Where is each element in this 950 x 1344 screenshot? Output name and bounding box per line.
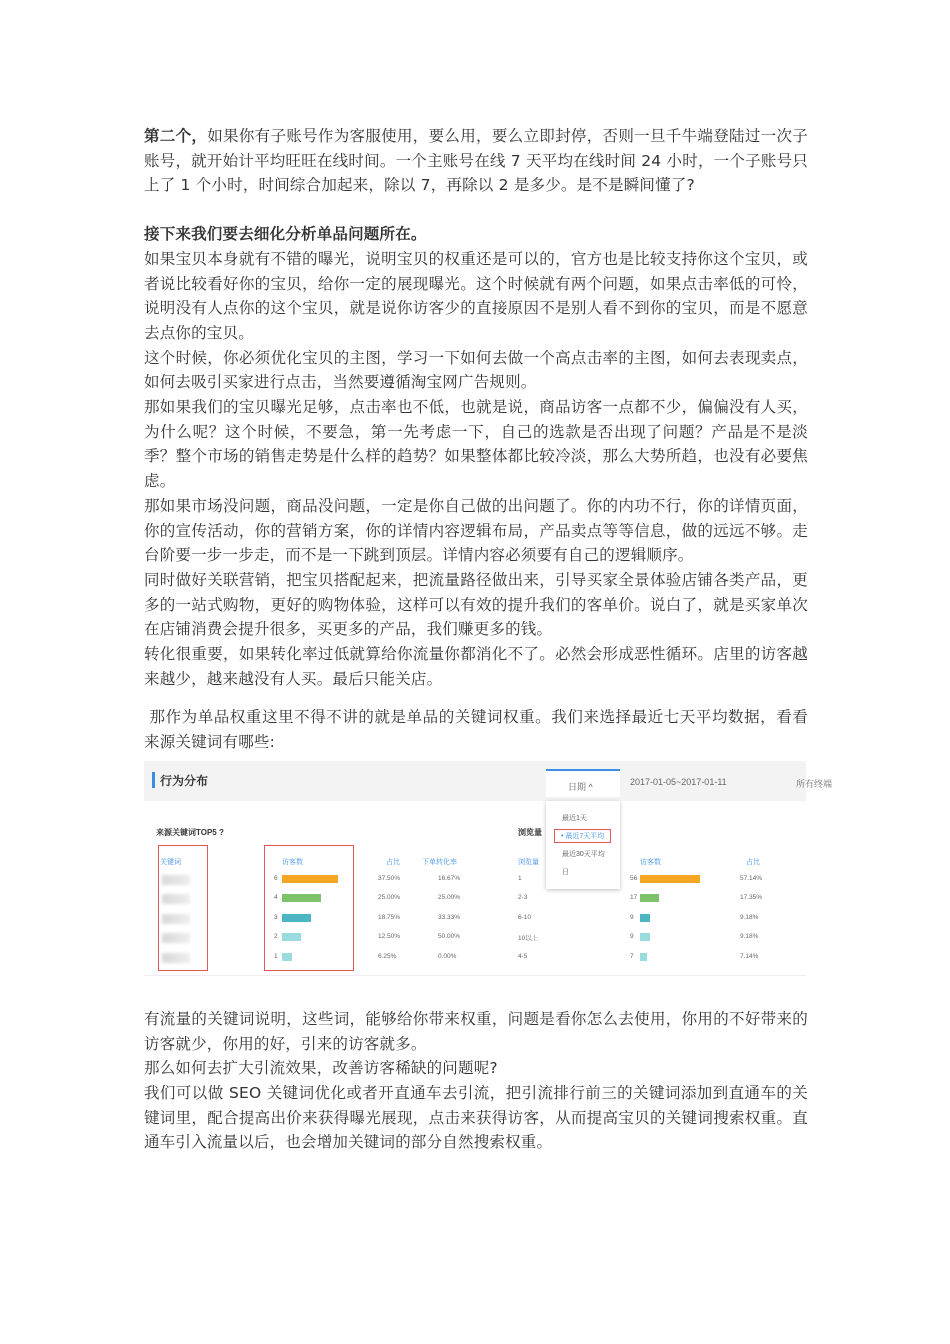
- conversion-value: 25.00%: [438, 894, 461, 902]
- conversion-value: 0.00%: [438, 952, 457, 960]
- share-value: 12.50%: [378, 933, 401, 941]
- share-value: 6.25%: [378, 952, 397, 960]
- menu-item-last-1-day[interactable]: 最近1天: [562, 814, 587, 822]
- body-paragraph: 转化很重要，如果转化率过低就算给你流量你都消化不了。必然会形成恶性循环。店里的访客越来越少，越来越没有人买。最后只能关店。: [144, 645, 808, 688]
- menu-item-last-7-days-avg[interactable]: • 最近7天平均: [554, 829, 611, 843]
- share-value-right: 57.14%: [740, 874, 763, 882]
- share-value: 18.75%: [378, 913, 401, 921]
- body-paragraph: 如果宝贝本身就有不错的曝光，说明宝贝的权重还是可以的，官方也是比较支持你这个宝贝，或者说比较看好你的宝贝，给你一定的展现曝光。这个时候就有两个问题，如果点击率低的可怜，说明没有人点你的这个宝贝，就是说你访客少的直接原因不是别人看不到你的宝贝，而是不愿意去点你的宝贝。: [144, 249, 808, 342]
- visitor-bar: [282, 875, 338, 883]
- visitor-count-right: 9: [630, 933, 634, 941]
- menu-item-day[interactable]: 日: [562, 868, 569, 876]
- visitor-bar-right: [640, 875, 700, 883]
- blurred-keyword: [162, 894, 190, 904]
- body-paragraph: 同时做好关联营销，把宝贝搭配起来，把流量路径做出来，引导买家全景体验店铺各类产品，更多的一站式购物，更好的购物体验，这样可以有效的提升我们的客单价。说白了，就是买家单次在店铺消费会提升很多，买更多的产品，我们赚更多的钱。: [144, 570, 808, 639]
- visitor-bar: [282, 953, 292, 961]
- date-menu: [546, 801, 620, 889]
- panel-title: 行为分布: [160, 773, 209, 788]
- col-header-keyword: 关键词: [160, 858, 181, 866]
- col-header-share-right: 占比: [746, 858, 760, 866]
- pageview-bucket: 6-10: [518, 913, 532, 921]
- menu-item-last-30-days-avg[interactable]: 最近30天平均: [562, 850, 605, 858]
- share-value-right: 17.35%: [740, 894, 763, 902]
- paragraph-1: [144, 124, 808, 198]
- body-paragraph: 那如果我们的宝贝曝光足够，点击率也不低，也就是说，商品访客一点都不少，偏偏没有人买，为什么呢？这个时候，不要急，第一先考虑一下，自己的选款是否出现了问题？产品是不是淡季？整个市场的销售走势是什么样的趋势？如果整体都比较冷淡，那么大势所趋，也没有必要焦虑。: [144, 398, 808, 491]
- right-subtitle: 浏览量: [518, 827, 542, 837]
- visitor-bar-right: [640, 914, 650, 922]
- col-header-conversion: 下单转化率: [422, 858, 457, 866]
- conversion-value: 33.33%: [438, 913, 461, 921]
- share-value: 37.50%: [378, 874, 401, 882]
- share-value: 25.00%: [378, 894, 401, 902]
- visitor-bar-right: [640, 894, 659, 902]
- visitor-count-right: 9: [630, 913, 634, 921]
- paragraph-1-text: 如果你有子账号作为客服使用，要么用，要么立即封停，否则一旦千牛端登陆过一次子账号，就开始计平均旺旺在线时间。一个主账号在线 7 天平均在线时间 24 小时，一个子账号只上了 1 个小时，时间综合加起来，除以 7，再除以 2 是多少。是不是瞬间懂了?: [144, 127, 808, 195]
- visitor-bar-right: [640, 933, 650, 941]
- screenshot-intro: 那作为单品权重这里不得不讲的就是单品的关键词权重。我们来选择最近七天平均数据，看看来源关键词有哪些:: [144, 708, 808, 752]
- body-paragraph: 那么如何去扩大引流效果，改善访客稀缺的问题呢?: [144, 1059, 498, 1078]
- all-devices-select[interactable]: 所有终端: [796, 778, 833, 789]
- visitor-bar: [282, 894, 321, 902]
- left-subtitle: 来源关键词TOP5 ?: [156, 827, 224, 837]
- visitor-count-right: 7: [630, 952, 634, 960]
- visitor-bar: [282, 933, 301, 941]
- visitor-count: 4: [274, 894, 278, 902]
- body-paragraph: 我们可以做 SEO 关键词优化或者开直通车去引流，把引流排行前三的关键词添加到直通车的关键词里，配合提高出价来获得曝光展现，点击来获得访客，从而提高宝贝的关键词搜索权重。直通车引入流量以后，也会增加关键词的部分自然搜索权重。: [144, 1083, 808, 1152]
- body-paragraph: 这个时候，你必须优化宝贝的主图，学习一下如何去做一个高点击率的主图，如何去表现卖点，如何去吸引买家进行点击，当然要遵循淘宝网广告规则。: [144, 348, 808, 392]
- analytics-screenshot: [144, 761, 833, 983]
- col-header-pageviews: 浏览量: [518, 858, 539, 866]
- share-value-right: 9.18%: [740, 913, 759, 921]
- pageview-bucket: 2-3: [518, 894, 528, 902]
- col-header-visitors: 访客数: [282, 858, 303, 866]
- date-dropdown[interactable]: [546, 769, 620, 797]
- conversion-value: 16.67%: [438, 874, 461, 882]
- blurred-keyword: [162, 933, 190, 943]
- visitor-count: 1: [274, 952, 278, 960]
- visitor-count-right: 56: [630, 874, 638, 882]
- pageview-bucket: 1: [518, 874, 522, 882]
- blurred-keyword: [162, 914, 190, 924]
- visitor-count: 2: [274, 933, 278, 941]
- visitor-count-right: 17: [630, 894, 638, 902]
- visitor-bar-right: [640, 953, 647, 961]
- visitor-count: 6: [274, 874, 278, 882]
- lead-label: 第二个，: [144, 127, 208, 145]
- date-dropdown-label: 日期 ^: [568, 781, 593, 792]
- share-value-right: 7.14%: [740, 952, 759, 960]
- pageview-bucket: 10以上: [518, 935, 539, 943]
- header-accent: [152, 772, 155, 788]
- conversion-value: 50.00%: [438, 933, 461, 941]
- body-paragraph: 那如果市场没问题，商品没问题，一定是你自己做的出问题了。你的内功不行，你的详情页面，你的宣传活动，你的营销方案，你的详情内容逻辑布局，产品卖点等等信息，做的远远不够。走台阶要一步一步走，而不是一下跳到顶层。详情内容必须要有自己的逻辑顺序。: [144, 496, 808, 565]
- body-paragraph: 有流量的关键词说明，这些词，能够给你带来权重，问题是看你怎么去使用，你用的不好带来的访客就少，你用的好，引来的访客就多。: [144, 1009, 808, 1053]
- pageview-bucket: 4-5: [518, 952, 528, 960]
- document-page: [144, 124, 833, 1155]
- visitor-bar: [282, 914, 311, 922]
- col-header-share: 占比: [386, 858, 400, 866]
- blurred-keyword: [162, 875, 190, 885]
- visitor-count: 3: [274, 913, 278, 921]
- panel-divider: [144, 975, 806, 976]
- section-heading: 接下来我们要去细化分析单品问题所在。: [144, 225, 427, 244]
- share-value-right: 9.18%: [740, 933, 759, 941]
- date-range: 2017-01-05~2017-01-11: [630, 776, 727, 787]
- blurred-keyword: [162, 953, 190, 963]
- col-header-visitors-right: 访客数: [640, 858, 661, 866]
